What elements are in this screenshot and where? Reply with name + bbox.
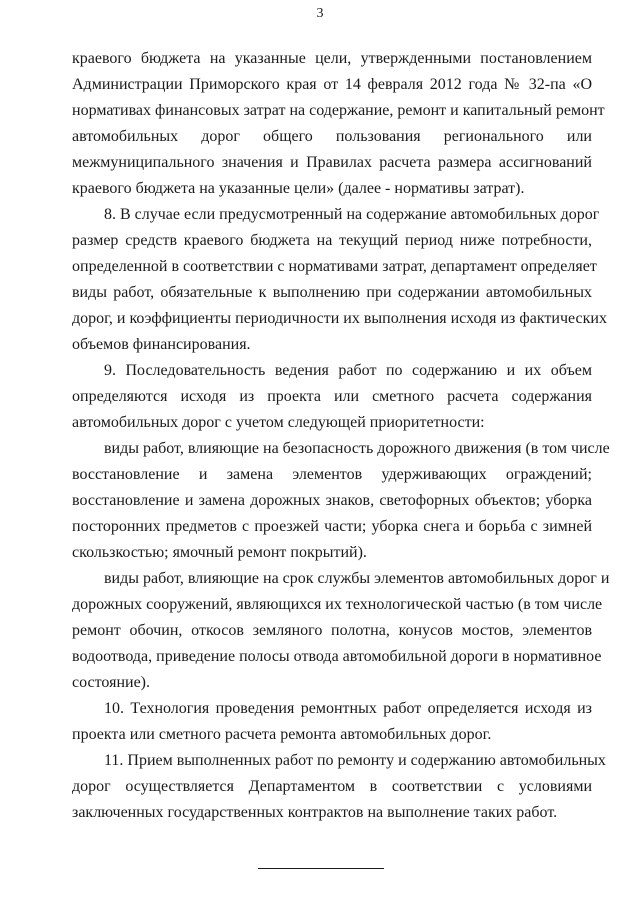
text-line: объемов финансирования. (72, 336, 251, 353)
text-line: определяются исходя из проекта или сметного расчета содержания (72, 388, 592, 405)
text-line: краевого бюджета на указанные цели, утвержденными постановлением (72, 50, 592, 67)
text-line: межмуниципального значения и Правилах расчета размера ассигнований (72, 154, 592, 171)
text-line: состояние). (72, 674, 150, 691)
text-line: автомобильных дорог с учетом следующей приоритетности: (72, 414, 485, 431)
text-line: дорог осуществляется Департаментом в соответствии с условиями (72, 778, 592, 795)
text-line: дорожных сооружений, являющихся их технологической частью (в том числе (72, 596, 603, 613)
page-number: 3 (316, 6, 324, 21)
text-line: 8. В случае если предусмотренный на содержание автомобильных дорог (104, 206, 600, 223)
text-line: восстановление и замена элементов удерживающих ограждений; (72, 466, 592, 483)
text-line: скользкостью; ямочный ремонт покрытий). (72, 544, 367, 561)
text-line: нормативах финансовых затрат на содержание, ремонт и капитальный ремонт (72, 102, 605, 119)
text-line: виды работ, обязательные к выполнению при содержании автомобильных (72, 284, 592, 301)
text-line: определенной в соответствии с нормативами затрат, департамент определяет (72, 258, 597, 275)
text-line: Администрации Приморского края от 14 февраля 2012 года № 32-па «О (72, 76, 592, 93)
text-line: дорог, и коэффициенты периодичности их выполнения исходя из фактических (72, 310, 607, 327)
text-line: 11. Прием выполненных работ по ремонту и содержанию автомобильных (104, 752, 606, 769)
text-line: проекта или сметного расчета ремонта автомобильных дорог. (72, 726, 492, 743)
text-line: размер средств краевого бюджета на текущий период ниже потребности, (72, 232, 592, 249)
text-line: краевого бюджета на указанные цели» (далее - нормативы затрат). (72, 180, 525, 197)
text-line: восстановление и замена дорожных знаков, светофорных объектов; уборка (72, 492, 592, 509)
text-line: ремонт обочин, откосов земляного полотна, конусов мостов, элементов (72, 622, 592, 639)
closing-rule (258, 868, 384, 869)
text-line: виды работ, влияющие на безопасность дорожного движения (в том числе (104, 440, 610, 457)
text-line: водоотвода, приведение полосы отвода автомобильной дороги в нормативное (72, 648, 602, 665)
text-line: заключенных государственных контрактов на выполнение таких работ. (72, 804, 558, 821)
text-line: автомобильных дорог общего пользования регионального или (72, 128, 592, 145)
text-line: виды работ, влияющие на срок службы элементов автомобильных дорог и (104, 570, 610, 587)
text-line: посторонних предметов с проезжей части; уборка снега и борьба с зимней (72, 518, 592, 535)
text-line: 10. Технология проведения ремонтных работ определяется исходя из (104, 700, 592, 717)
text-line: 9. Последовательность ведения работ по содержанию и их объем (104, 362, 592, 379)
